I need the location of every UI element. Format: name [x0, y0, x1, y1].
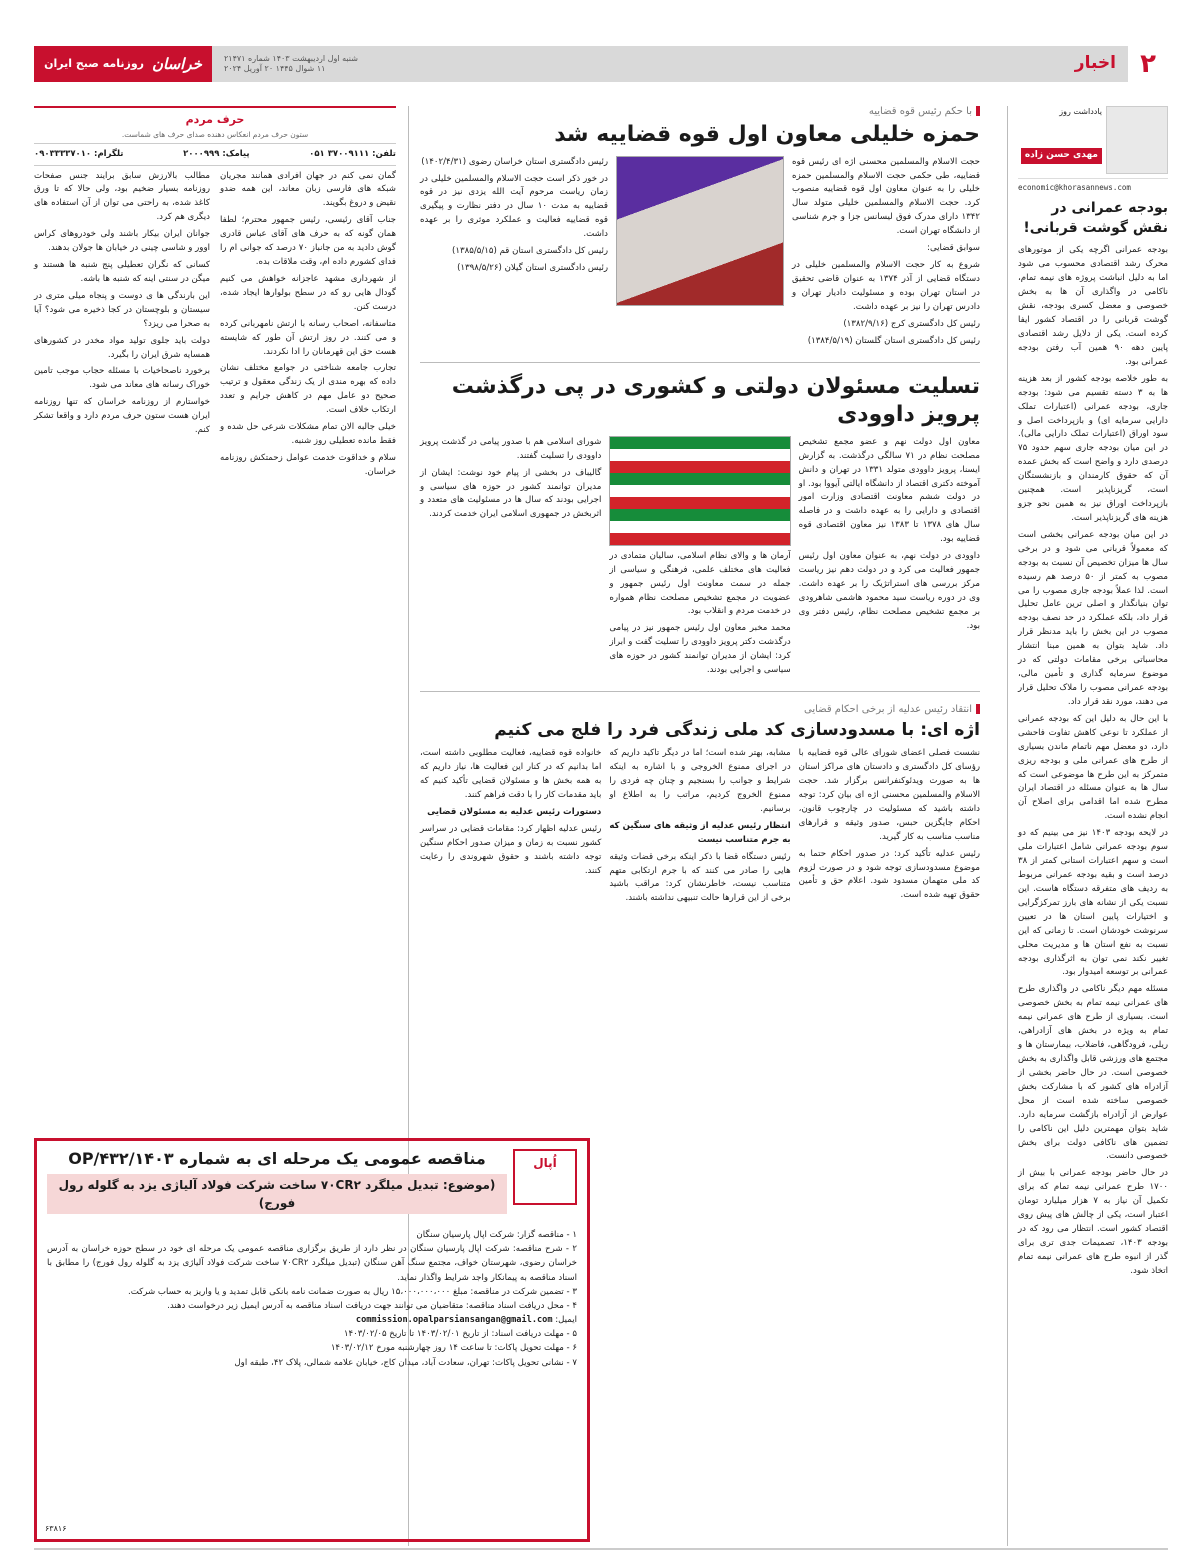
paragraph: در این میان بودجه عمرانی بخشی است که معمولاً قربانی می شود و در برخی سال ها میزان تخصیص آن نسبت به بودجه مصوب به کمتر از ۵۰ درصد هم رسیده است. لذا عملاً بودجه جاری مصوب را می توان بنیانگذار و اصلی ترین عامل تحلیل قرار داد، بلکه عملکرد در حد نصف بودجه مصوب در این بخش را باید مدنظر قرار داد. شاید بتوان به همین مبنا انتشار محاسباتی برخی مقامات دولتی که در موضوع سرمایه گذاری و تأمین مالی، بودجه عمرانی مصوب را ملاک تحلیل قرار می دهند، مورد نقد قرار داد. [1018, 529, 1168, 707]
paragraph: شروع به کار حجت الاسلام والمسلمین خلیلی در دستگاه قضایی از آذر ۱۳۷۴ به عنوان قاضی تحقیق در استان تهران بوده و مسئولیت دادیار تهران و دادرس تهران را نیز بر عهده داشت. [792, 260, 980, 312]
comment: خیلی جالبه الان تمام مشکلات شرعی حل شده و فقط مانده تعطیلی روز شنبه. [220, 422, 396, 447]
comment: جناب آقای رئیسی، رئیس جمهور محترم؛ لطفا همان گونه که به حرف های آقای عباس قادری گوش دادید به من جانباز ۷۰ درصد که جوانی ام را فدای کشورم داده ام، وقت ملاقات بده. [220, 215, 396, 268]
paragraph: بودجه عمرانی اگرچه یکی از موتورهای محرک رشد اقتصادی محسوب می شود اما به دلیل انباشت پروژه های نیمه تمام، ناکامی در واگذاری آن ها به بخش خصوصی و معضل کسری بودجه، نقش گوشت قربانی را در اقتصاد کشور ایفا کرده است. یکی از دلایل رشد اقتصادی پایین دهه ۹۰ همین آب رفتن بودجه عمرانی بود. [1018, 245, 1169, 367]
section-divider [420, 362, 980, 363]
kicker-text: با حکم رئیس قوه قضاییه [868, 106, 972, 117]
paragraph: رئیس دستگاه قضا با ذکر اینکه برخی قضات وثیقه هایی را صادر می کنند که با جرم ارتکابی متهم متناسب نیست، خاطرنشان کرد: مراقب باشید برخی از این قرارها حالت تنبیهی نداشته باشند. [609, 851, 791, 904]
ad-email-label: ایمیل: [555, 1315, 577, 1326]
people-voice-body [34, 170, 396, 483]
editorial-email[interactable]: economic@khorasannews.com [1018, 183, 1131, 192]
paragraph: حجت الاسلام والمسلمین محسنی اژه ای رئیس قوه قضاییه، طی حکمی حجت الاسلام والمسلمین حمزه خلیلی را به عنوان معاون اول قوه قضاییه منصوب کرد. حجت الاسلام والمسلمین خلیلی متولد سال ۱۳۴۲ دارای مدرک فوق لیسانس جزا و جرم شناسی از دانشگاه تهران است. [792, 156, 980, 237]
paragraph: معاون اول دولت نهم و عضو مجمع تشخیص مصلحت نظام در ۷۱ سالگی درگذشت. به گزارش ایسنا، پرویز داوودی متولد ۱۳۳۱ در تهران و دانش آموخته دکتری اقتصاد از دانشگاه ایالتی آیووا بود. او در دولت ششم معاونت اقتصادی وزارت امور اقتصادی و دارایی را به عهده داشت و در فاصله سال های ۱۳۷۸ تا ۱۳۸۳ نیز معاون اقتصادی قوه قضاییه بود. [798, 436, 980, 545]
page-header [34, 46, 1168, 82]
paragraph: رئیس کل دادگستری استان قم (۱۳۸۵/۵/۱۵) [452, 246, 608, 257]
brand-logo: خراسان [152, 54, 202, 73]
tender-advertisement [34, 1138, 590, 1542]
article-photo [609, 436, 790, 546]
paragraph: به طور خلاصه بودجه کشور از بعد هزینه ها به ۳ دسته تقسیم می شود: بودجه جاری، بودجه عمرانی (اعتبارات تملک دارایی سرمایه ای) و بازپرداخت اصل و سود اوراق (اعتبارات تملک دارایی مالی). در این میان بودجه جاری سهم حدود ۷۵ درصدی دارد و واضح است که بخش عمده آن که حقوق کارمندان و بازنشستگان است، گریزناپذیر است. همچنین بازپرداخت اوراق نیز به همین نحو جزو هزینه های گریزناپذیر است. [1018, 373, 1168, 523]
article-col [799, 436, 980, 681]
article-col [609, 747, 790, 909]
brand-block[interactable] [34, 46, 212, 82]
page-bottom-rule [34, 1548, 1168, 1550]
comment: گمان نمی کنم در جهان افرادی همانند مجریان شبکه های فارسی زبان معاند، این همه ضدو نقیض و دروغ بگویند. [220, 170, 396, 209]
section-bar [212, 46, 1128, 82]
comment: متاسفانه، اصحاب رسانه با ارتش نامهربانی کرده و می کنند. در روز ارتش آن طور که شایسته هست حق این قهرمانان را ادا نکردند. [220, 318, 396, 357]
subheading: انتظار رئیس عدلیه از وثیقه های سنگین که به جرم متناسب نیست [609, 820, 791, 845]
paragraph: رئیس کل دادگستری استان گلستان (۱۳۸۴/۵/۱۹) [807, 335, 980, 346]
kicker-bar [976, 106, 980, 116]
article-body [420, 156, 980, 352]
article-col [420, 747, 601, 909]
ad-clause: ۶ - مهلت تحویل پاکات: تا ساعت ۱۴ روز چهارشنبه مورخ ۱۴۰۳/۰۲/۱۲ [330, 1343, 577, 1354]
article-photo [616, 156, 784, 306]
paragraph: داوودی در دولت نهم، به عنوان معاون اول رئیس جمهور فعالیت می کرد و در دولت دهم نیز ریاست مرکز بررسی های استراتژیک را بر عهده داشت. وی در دوره ریاست سید محمود هاشمی شاهرودی بر مجمع تشخیص مصلحت نظام، رئیس دفتر وی بود. [798, 551, 980, 631]
people-voice-col [34, 170, 210, 483]
paragraph: رئیس دادگستری استان گیلان (۱۳۹۸/۵/۲۶) [457, 263, 608, 274]
section-title: اخبار [1074, 53, 1116, 74]
editorial-body [1018, 244, 1168, 1278]
brand-tagline: روزنامه صبح ایران [44, 56, 144, 70]
paragraph: در لایحه بودجه ۱۴۰۳ نیز می بینیم که دو سوم بودجه عمرانی شامل اعتبارات ملی است و سهم اعتبارات استانی کمتر از ۳۸ درصد است و بقیه بودجه عمرانی مربوط به ردیف های متفرقه دستگاه هاست. این نسبت یکی از نشانه های بارز تمرکزگرایی و اختیارات پایین استان ها در تعیین سرنوشت خودشان است. تا زمانی که این نسبت به نفع استان ها و مدیریت محلی تغییر نکند نمی توان به اثرگذاری بودجه عمرانی بر توسعه امیدوار بود. [1018, 828, 1169, 978]
subheading: دستورات رئیس عدلیه به مسئولان قضایی [427, 806, 602, 817]
comment: خواستارم از روزنامه خراسان که تنها روزنامه ایران هست ستون حرف مردم دارد و واقعا تشکر کنم. [34, 397, 210, 436]
paragraph: مشابه، بهتر شده است؛ اما در دیگر تاکید داریم که در اجرای ممنوع الخروجی و با اشاره به اینکه شرایط و جوانب را بسنجیم و چنان چه فردی را ممنوع الخروج کردیم، مراتب را به اطلاع او برسانیم. [609, 748, 791, 814]
ad-email[interactable]: commission.opalparsiansangan@gmail.com [355, 1315, 553, 1326]
paragraph: سوابق قضایی: [927, 243, 980, 254]
article-headline[interactable]: اژه ای: با مسدودسازی کد ملی زندگی فرد را فلج می کنیم [494, 720, 980, 741]
paragraph: نشست فصلی اعضای شورای عالی قوه قضاییه با رؤسای کل دادگستری و دادستان های مراکز استان ها به صورت ویدئوکنفرانس برگزار شد. حجت الاسلام والمسلمین محسنی اژه ای بیان کرد: توجه داشته باشید که مسئولیت در چارچوب قانون، احکام جایگزین حبس، صدور وثیقه و قرارهای مناسب مناسب به کار گیرید. [798, 748, 980, 842]
paragraph: شورای اسلامی هم با صدور پیامی در گذشت پرویز داوودی را تسلیت گفتند. [420, 436, 602, 461]
article-col [792, 156, 980, 352]
ad-clause: ۳ - تضمین شرکت در مناقصه: مبلغ ۱۵،۰۰۰،۰۰۰،۰۰۰ ریال به صورت ضمانت نامه بانکی قابل تمدید و یا واریز به حساب شرکت. [127, 1286, 577, 1297]
contact-bar [34, 144, 396, 166]
comment: تجارب جامعه شناختی در جوامع مختلف نشان داده که بهره مندی از یک زندگی معقول و ترتیب صحیح دو عامل مهم در کاهش جرایم و تعدد ارتکاب خلاف است. [220, 363, 396, 416]
column-divider [1007, 106, 1008, 1546]
people-voice-header [34, 106, 396, 144]
comment: از شهرداری مشهد عاجزانه خواهش می کنیم گودال هایی رو که در سطح بولوارها ایجاد شده، درست کنن. [220, 273, 396, 312]
paragraph: با این حال به دلیل این که بودجه عمرانی از عملکرد تا نوعی کاهش تفاوت فاحشی دارد، دو معضل مهم ناتمام ماندن بسیاری از طرح های عمرانی ملی و بودجه ریزی متمرکز به این طرح ها موضوعی است که سال ها به عنوان مسئله در اقتصاد ایران مطرح شده اما اقدامی برای اصلاح آن انجام نشده است. [1018, 713, 1168, 822]
editorial-header [1018, 106, 1168, 179]
telegram-contact[interactable]: تلگرام: ۰۹۰۳۳۳۳۷۰۱۰ [34, 148, 124, 159]
paragraph: آرمان ها و والای نظام اسلامی، سالیان متمادی در فعالیت های مختلف علمی، فرهنگی و سیاسی از جمله در سمت معاونت اول رئیس جمهور و عضویت در مجمع تشخیص مصلحت نظام همواره در خدمت مردم و انقلاب بود. [609, 550, 791, 617]
kicker-bar [976, 704, 980, 714]
ad-body [47, 1228, 577, 1370]
article-body [420, 747, 980, 909]
comment: کسانی که نگران تعطیلی پنج شنبه ها هستند و میگن در سنتی اینه که شنبه ها باشه. [34, 260, 210, 284]
author-portrait [1106, 106, 1168, 174]
ad-clause: ۲ - شرح مناقصه: شرکت اپال پارسیان سنگان در نظر دارد از طریق برگزاری مناقصه عمومی یک مرحله ای خود در سطح حوزه خراسان به آدرس خراسان رضوی، شهرستان خواف، مجتمع سنگ آهن سنگان (تبدیل میلگرد ۷۰CR۲ ساخت شرکت فولاد آلیاژی یزد به گلوله رول فورج) را مطابق با اسناد مناقصه به پیمانکار واجد شرایط واگذار نماید. [47, 1244, 577, 1283]
paragraph: در خور ذکر است حجت الاسلام والمسلمین خلیلی در زمان ریاست مرحوم آیت الله یزدی نیز در قوه قضاییه به مدت ۱۰ سال در دفتر نظارت و پیگیری قوه قضاییه فعالیت و عملکرد موثری را بر عهده داشت. [420, 173, 608, 240]
people-voice-column [34, 106, 396, 483]
editorial-label: یادداشت روز [1059, 107, 1102, 116]
company-logo [513, 1149, 577, 1205]
article-col [420, 156, 608, 352]
people-voice-subtitle: ستون حرف مردم انعکاس دهنده صدای حرف های شماست. [34, 129, 396, 144]
comment: سلام و خداقوت خدمت عوامل زحمتکش روزنامه خراسان. [220, 453, 396, 477]
article-col [799, 747, 980, 909]
paragraph: خانواده قوه قضاییه، فعالیت مطلوبی داشته است، اما بدانیم که در کنار این فعالیت ها، نیاز داریم که به همه بخش ها و مسئولان قضایی تأکید کنیم که باید مقدمات کار را با دقت فراهم کنند. [420, 748, 602, 800]
editorial-title: بودجه عمرانی در نقش گوشت قربانی! [1023, 200, 1168, 236]
ad-clause: ۴ - محل دریافت اسناد مناقصه: متقاضیان می توانند جهت دریافت اسناد مناقصه به آدرس ایمیل زیر درخواست دهند. [167, 1300, 577, 1311]
paragraph: مسئله مهم دیگر ناکامی در واگذاری طرح های عمرانی نیمه تمام به بخش خصوصی است. بسیاری از طرح های عمرانی نیمه تمام به ویژه در بخش های آزادراهی، ریلی، فرودگاهی، فاضلاب، بیمارستان ها و مجتمع های ورزشی قابل واگذاری به بخش خصوصی است. در حال حاضر بخشی از آزادراه های کشور که با مشارکت بخش خصوصی ساخته شده است از محل عوارض از آزادراه بازگشت سرمایه دارد. شاید بتوان مهمترین دلیل این ناکامی را تضمین های ناکافی دولت برای بخش خصوصی دانست. [1018, 984, 1168, 1162]
paragraph: در حال حاضر بودجه عمرانی با بیش از ۱۷۰۰ طرح عمرانی نیمه تمام که برای تکمیل آن نیاز به ۷ هزار میلیارد تومان اعتبار است، یکی از چالش های پیش روی اقتصاد کشور است. انتظار می رود که در بودجه ۱۴۰۳، تصمیمات جدی تری برای گذر از انبوه طرح های عمرانی نیمه تمام اتخاذ شود. [1018, 1168, 1168, 1276]
paragraph: رئیس دادگستری استان خراسان رضوی (۱۴۰۲/۴/۳۱) [421, 156, 608, 167]
comment: این بارندگی ها ی دوست و پنجاه میلی متری در سیستان و بلوچستان در کجا ذخیره می شود؟ آیا به صحرا می ریزد؟ [34, 290, 210, 329]
ad-clause: ۷ - نشانی تحویل پاکات: تهران، سعادت آباد، میدان کاج، خیابان علامه شمالی، پلاک ۴۲، طبقه اول [234, 1357, 577, 1368]
ad-subtitle: (موضوع: تبدیل میلگرد ۷۰CR۲ ساخت شرکت فولاد آلیاژی یزد به گلوله رول فورج) [47, 1174, 507, 1214]
article-judiciary-appointment [420, 104, 980, 352]
comment: جوانان ایران بیکار باشند ولی خودروهای کراس اوور و شاسی چینی در خیابان ها جولان بدهند. [34, 229, 210, 254]
article-headline[interactable]: حمزه خلیلی معاون اول قوه قضاییه شد [554, 122, 980, 147]
ad-code: ۶۳۸۱۶ [45, 1524, 67, 1533]
paragraph: رئیس عدلیه تأکید کرد: در صدور احکام حتما به موضوع مسدودسازی توجه شود و در صورت لزوم کد ملی متهمان مسدود شود. اعلام حق و تأمین حقوق تهیه شده است. [798, 848, 980, 901]
page-number: ۲ [1140, 49, 1156, 79]
editorial-meta [1018, 106, 1102, 164]
article-ejei-critique [420, 702, 980, 909]
article-col [420, 436, 601, 681]
issue-date [224, 54, 358, 75]
paragraph: رئیس عدلیه اظهار کرد: مقامات قضایی در سراسر کشور نسبت به زمان و میزان صدور احکام سنگین توجه داشته باشند و حقوق شهروندی را رعایت کنند. [420, 823, 602, 876]
article-col [609, 436, 790, 681]
sms-contact[interactable]: پیامک: ۲۰۰۰۹۹۹ [183, 148, 250, 159]
ad-title: مناقصه عمومی یک مرحله ای به شماره ۱۴۰۳/OP/۴۳۲ [68, 1149, 486, 1168]
comment: برخورد ناصحاخیات با مسئله حجاب موجب تامین خوراک رسانه های معاند می شود. [34, 366, 210, 391]
editorial-column [1018, 106, 1168, 1282]
section-divider [420, 691, 980, 692]
kicker-text: انتقاد رئیس عدلیه از برخی احکام قضایی [804, 704, 972, 716]
article-kicker [420, 702, 980, 717]
phone-contact[interactable]: تلفن: ۳۷۰۰۹۱۱۱ ۰۵۱ [309, 148, 396, 159]
company-logo-text: اُپال [533, 1156, 557, 1170]
ad-clause: ۱ - مناقصه گزار: شرکت اپال پارسیان سنگان [416, 1230, 577, 1240]
paragraph: رئیس کل دادگستری کرج (۱۳۸۲/۹/۱۶) [843, 318, 980, 329]
comment: مطالب بالارزش سابق برایند جنس صفحات روزنامه بسیار ضخیم بود، ولی حالا که تا ورق کاغذ شده، به راحتی می توان از آن استفاده های دیگری هم کرد. [34, 170, 210, 223]
article-body [420, 436, 980, 681]
news-column [420, 104, 980, 909]
ad-clause: ۵ - مهلت دریافت اسناد: از تاریخ ۱۴۰۳/۰۲/۰۱ تا تاریخ ۱۴۰۳/۰۲/۰۵ [343, 1329, 577, 1340]
article-headline[interactable]: تسلیت مسئولان دولتی و کشوری در پی درگذشت پرویز داوودی [451, 373, 980, 428]
comment: دولت باید جلوی تولید مواد مخدر در کشورهای همسایه شرق ایران را بگیرد. [34, 335, 210, 360]
issue-date-line2: ۱۱ شوال ۱۴۴۵ ۲۰ آوریل ۲۰۲۴ [224, 64, 326, 73]
article-kicker [420, 104, 980, 119]
editorial-author: مهدی حسن زاده [1021, 148, 1102, 164]
paragraph: گالیباف در بخشی از پیام خود نوشت: ایشان از مدیران توانمند کشور در حوزه های سیاسی و اجرایی بودند که سال ها در مسئولیت های متعدد و اثربخش در جمهوری اسلامی ایران خدمت کردند. [420, 467, 602, 520]
people-voice-col [220, 170, 396, 483]
people-voice-title: حرف مردم [185, 113, 245, 126]
ad-email-line [47, 1313, 577, 1327]
issue-date-line1: شنبه اول اردیبهشت ۱۴۰۳ شماره ۲۱۴۷۱ [224, 53, 358, 63]
paragraph: محمد مخبر معاون اول رئیس جمهور نیز در پیامی درگذشت دکتر پرویز داوودی را تسلیت گفت و ابراز کرد: ایشان از مدیران توانمند کشور در حوزه های سیاسی و اجرایی بودند. [609, 623, 791, 676]
article-davoudi-condolence [420, 373, 980, 681]
